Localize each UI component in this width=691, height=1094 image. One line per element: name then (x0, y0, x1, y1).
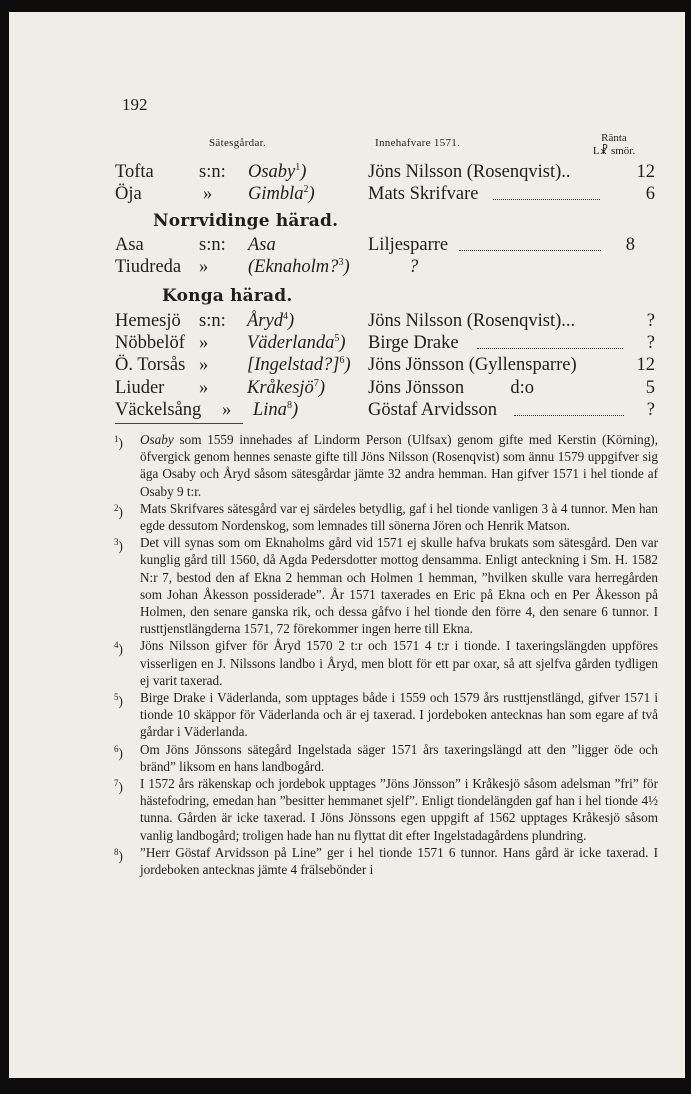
parish-name: Nöbbelöf (115, 333, 185, 353)
footnote: $^1$) Osaby som 1559 innehades af Lindorm Person (Ulfsax) genom gifte med Kerstin (Körning), öfvergick genom hennes senaste gifte till Jöns Nilsson (Rosenqvist) som ännu 1579 uppgifver sig äga Osaby och Åryd såsom sätesgårdar jämte 32 andra hemman. Han gifver 1571 i hel tionde af Osaby 9 t:r. (114, 432, 658, 499)
estate-name: Gimbla$^2$) (248, 184, 315, 205)
estate-name: (Eknaholm?$^3$) (248, 257, 350, 278)
district-heading: Konga härad. (162, 286, 293, 306)
parish-name: Tiudreda (115, 257, 182, 277)
footnote-divider (115, 423, 243, 424)
leader-dots (477, 348, 623, 349)
footnote: $^6$) Om Jöns Jönssons sätegård Ingelstada säger 1571 års taxeringslängd att den ”ligger öde och bränd” liksom en hans landbogård. (114, 741, 658, 774)
parish-name: Asa (115, 235, 144, 255)
book-page (9, 12, 685, 1078)
page-number: 192 (122, 95, 148, 114)
parish-marker: » (199, 333, 209, 353)
holder-name: ? (409, 257, 419, 277)
leader-dots (459, 250, 601, 251)
parish-name: Tofta (115, 162, 154, 182)
estate-name: Lina$^8$) (253, 400, 299, 421)
footnote: $^2$) Mats Skrifvares sätesgård var ej särdeles betydlig, gaf i hel tionde vanligen 3 à 4 tunnor. Men han egde dessutom Nordenskog, som lemnades till sönerna Jören och Henrik Matson. (114, 500, 658, 534)
footnote: $^4$) Jöns Nilsson gifver för Åryd 1570 2 t:r och 1571 4 t:r i tionde. I taxeringslängden uppföres visserligen en J. Nilssons landbo i Åryd, men blott för ett par oxar, så att sjelfva gården tydligen ej varit taxerad. (114, 638, 658, 688)
parish-marker: » (199, 378, 209, 398)
parish-name: Liuder (115, 378, 165, 398)
rent-value: ? (646, 333, 655, 353)
table-row (115, 333, 655, 357)
holder-name: Göstaf Arvidsson (368, 400, 497, 420)
table-row (115, 311, 655, 335)
footnote: $^7$) I 1572 års räkenskap och jordebok upptages ”Jöns Jönsson” i Kråkesjö såsom adelsman ”fri” för hästefodring, emedan han ”besitter hemmanet sjelf”. Enligt tiondelängden gaf han i hel tionde 4½ tunna. Gården är icke taxerad. I Jöns Jönssons egen uppgift af 1562 upptages Kråkesjö såsom vanlig landbogård; troligen hade han nu flyttat dit efter Ingelstadagårdens plundring. (114, 776, 658, 843)
parish-name: Hemesjö (115, 311, 181, 331)
holder-name: Jöns Jönsson d:o (368, 378, 535, 398)
rent-value: 8 (625, 235, 635, 255)
parish-marker: » (222, 400, 232, 420)
holder-name: Jöns Nilsson (Rosenqvist)... (368, 311, 576, 331)
rent-value: ? (646, 311, 655, 331)
estate-name: Asa (248, 235, 276, 255)
district-heading: Norrvidinge härad. (153, 211, 339, 231)
parish-name: Väckelsång (115, 400, 202, 420)
holder-name: Birge Drake (368, 333, 459, 353)
holder-name: Jöns Jönsson (Gyllensparre) (368, 355, 577, 375)
estate-name: [Ingelstad?]$^6$) (247, 355, 351, 376)
parish-name: Öja (115, 184, 142, 204)
holder-name: Liljesparre (368, 235, 449, 255)
estate-name: Åryd$^4$) (247, 311, 295, 332)
table-row (115, 184, 655, 208)
rent-header-top: Ränta (601, 132, 627, 144)
parish-marker: s:n: (199, 311, 226, 331)
footnote: $^5$) Birge Drake i Väderlanda, som upptages både i 1559 och 1579 års rusttjenstlängd, gifver 1571 i tionde 10 skäppor för Väderlanda och är ej taxerad. I jordeboken antecknas han som egare af två gårdar i Väderlanda. (114, 690, 658, 740)
table-row (115, 355, 655, 379)
holder-name: Mats Skrifvare (368, 184, 479, 204)
rent-value: 12 (636, 355, 655, 375)
rent-value: 5 (645, 378, 655, 398)
rent-header-bottom: L☧ smör. (592, 145, 636, 157)
parish-marker: s:n: (199, 235, 226, 255)
rent-value: ? (646, 400, 655, 420)
parish-name: Ö. Torsås (115, 355, 186, 375)
holder-name: Jöns Nilsson (Rosenqvist).. (368, 162, 571, 182)
estate-name: Osaby$^1$) (248, 162, 307, 183)
parish-marker: s:n: (199, 162, 226, 182)
footnote: $^8$) ”Herr Göstaf Arvidsson på Line” ger i hel tionde 1571 6 tunnor. Hans gård är icke taxerad. I jordeboken antecknas jämte 4 frälsebönder i (114, 844, 658, 878)
parish-marker: » (199, 355, 209, 375)
column-header-estates: Sätesgårdar. (209, 137, 267, 149)
table-row (115, 257, 655, 281)
footnotes (112, 431, 658, 878)
rent-value: 6 (645, 184, 655, 204)
leader-dots (514, 415, 624, 416)
footnote: $^3$) Det vill synas som om Eknaholms gård vid 1571 ej skulle hafva brukats som sätesgård. Den var kunglig gård till 1560, då Agda Pedersdotter mottog densamma. Enligt anteckning i Sm. H. 1582 N:r 7, bestod den af Ekna 2 hemman och Holmen 1 hemman, ”hvilken skulle vara herregården som Johan Åkesson possiderade”. År 1571 taxerades en Eric på Ekna och en Per Åkesson på Holmen, den senare ganska rik, och dessa gåfvo i hel tionde den förre 4, den senare 6 tunnor. I rusttjenstlängderna 1571, 72 förekommer ingen herre till Ekna. (114, 535, 658, 637)
table-row (115, 400, 655, 424)
table-row (115, 162, 655, 186)
leader-dots (493, 199, 600, 200)
table-row (115, 235, 635, 259)
table-row (115, 378, 655, 402)
parish-marker: » (203, 184, 213, 204)
column-header-rent (574, 132, 654, 158)
rent-value: 12 (636, 162, 655, 182)
column-header-holders: Innehafvare 1571. (375, 137, 461, 149)
parish-marker: » (199, 257, 209, 277)
estate-name: Väderlanda$^5$) (247, 333, 346, 354)
estate-name: Kråkesjö$^7$) (247, 378, 325, 399)
